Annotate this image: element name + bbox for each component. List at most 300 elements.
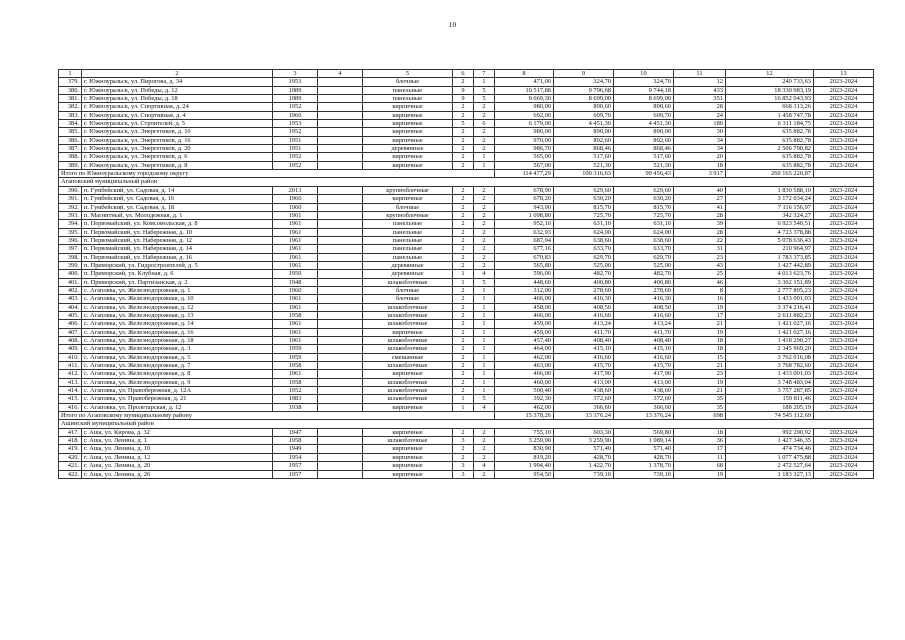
- table-row: [59, 111, 874, 119]
- table-cell: 2023-2024: [814, 261, 874, 269]
- table-cell: 406.: [59, 320, 82, 328]
- table-cell: [318, 261, 363, 269]
- table-cell: 41: [674, 203, 726, 211]
- table-cell: 416.: [59, 403, 82, 411]
- table-cell: 6 179,00: [495, 120, 554, 128]
- table-cell: 3 172 034,24: [726, 195, 814, 203]
- table-cell: 1 830 588,10: [726, 186, 814, 194]
- table-cell: 400.: [59, 270, 82, 278]
- table-cell: шлакоблочные: [363, 345, 453, 353]
- table-cell: 422.: [59, 470, 82, 478]
- table-cell: [318, 462, 363, 470]
- table-cell: с. Агаповка, ул. Правобережная, д. 12А: [82, 387, 273, 395]
- table-row: [59, 153, 874, 161]
- table-cell: 2: [474, 228, 495, 236]
- table-cell: 2023-2024: [814, 286, 874, 294]
- table-cell: деревянные: [363, 270, 453, 278]
- table-cell: 1958: [273, 378, 318, 386]
- column-header: 12: [726, 70, 814, 78]
- table-cell: г. Южноуральск, ул. Энергетиков, д. 6: [82, 153, 273, 161]
- table-cell: с. Агаповка, ул. Железнодорожная, д. 14: [82, 320, 273, 328]
- table-cell: 372,60: [614, 395, 674, 403]
- table-cell: 630,20: [614, 195, 674, 203]
- table-cell: 986,70: [495, 145, 554, 153]
- table-cell: 419.: [59, 445, 82, 453]
- table-cell: 1: [474, 303, 495, 311]
- table-cell: 405.: [59, 311, 82, 319]
- table-cell: п. Приморский, ул. Партизанская, д. 2: [82, 278, 273, 286]
- table-cell: 2023-2024: [814, 236, 874, 244]
- table-cell: 3 762 016,08: [726, 353, 814, 361]
- table-cell: г. Аша, ул. Ленина, д. 12: [82, 453, 273, 461]
- table-cell: 638,60: [554, 236, 614, 244]
- table-cell: 830,90: [495, 445, 554, 453]
- table-cell: 1954: [273, 453, 318, 461]
- table-cell: 1961: [273, 337, 318, 345]
- table-cell: 438,60: [554, 387, 614, 395]
- table-cell: с. Агаповка, ул. Железнодорожная, д. 3: [82, 345, 273, 353]
- table-cell: 433: [674, 86, 726, 94]
- table-cell: 629,70: [554, 253, 614, 261]
- table-cell: 2: [453, 362, 474, 370]
- section-row: [59, 420, 874, 428]
- table-cell: г. Южноуральск, ул. Энергетиков, д. 16: [82, 136, 273, 144]
- table-cell: 2023-2024: [814, 370, 874, 378]
- table-cell: 2023-2024: [814, 337, 874, 345]
- table-cell: 815,70: [554, 203, 614, 211]
- table-row: [59, 453, 874, 461]
- table-cell: 387.: [59, 145, 82, 153]
- table-cell: 2023-2024: [814, 95, 874, 103]
- table-cell: 390.: [59, 186, 82, 194]
- table-cell: 687,94: [495, 236, 554, 244]
- table-cell: 2: [453, 195, 474, 203]
- table-cell: 389.: [59, 161, 82, 169]
- table-cell: 1952: [273, 128, 318, 136]
- table-cell: с. Агаповка, ул. Железнодорожная, д. 5: [82, 353, 273, 361]
- total-cell: 698: [674, 412, 726, 420]
- table-cell: 1961: [273, 295, 318, 303]
- table-cell: 31: [674, 245, 726, 253]
- table-cell: 68: [674, 462, 726, 470]
- table-cell: 2: [474, 103, 495, 111]
- table-cell: 23: [674, 253, 726, 261]
- table-cell: 2: [474, 470, 495, 478]
- table-cell: 2: [453, 337, 474, 345]
- table-cell: 1961: [273, 303, 318, 311]
- table-cell: 30: [674, 128, 726, 136]
- table-cell: 412.: [59, 370, 82, 378]
- table-cell: 3 757 287,85: [726, 387, 814, 395]
- table-cell: [318, 245, 363, 253]
- table-cell: 2023-2024: [814, 278, 874, 286]
- table-cell: 521,30: [614, 161, 674, 169]
- table-cell: 7 116 156,97: [726, 203, 814, 211]
- table-cell: панельные: [363, 220, 453, 228]
- table-cell: кирпичные: [363, 195, 453, 203]
- table-cell: 278,60: [554, 286, 614, 294]
- table-cell: 416,60: [614, 353, 674, 361]
- table-cell: шлакоблочные: [363, 378, 453, 386]
- table-row: [59, 236, 874, 244]
- table-cell: п. Первомайский, ул. Набережная, д. 10: [82, 228, 273, 236]
- column-header: 3: [273, 70, 318, 78]
- total-cell: 13 376,24: [614, 412, 674, 420]
- table-cell: кирпичные: [363, 103, 453, 111]
- table-cell: 2: [474, 111, 495, 119]
- table-cell: 3 302 151,89: [726, 278, 814, 286]
- total-cell: 99 456,43: [614, 170, 674, 178]
- table-body: [59, 70, 874, 479]
- table-cell: 404.: [59, 303, 82, 311]
- table-cell: 15: [674, 353, 726, 361]
- table-cell: с. Агаповка, ул. Железнодорожная, д. 1: [82, 286, 273, 294]
- table-cell: 4 451,30: [614, 120, 674, 128]
- table-cell: [318, 211, 363, 219]
- table-cell: 408,50: [614, 303, 674, 311]
- table-cell: 17: [674, 311, 726, 319]
- table-cell: 1960: [273, 286, 318, 294]
- table-cell: 1961: [273, 320, 318, 328]
- table-cell: 399.: [59, 261, 82, 269]
- table-cell: п. Первомайский, ул. Набережная, д. 16: [82, 253, 273, 261]
- column-header: 10: [614, 70, 674, 78]
- table-cell: деревянные: [363, 261, 453, 269]
- section-row: [59, 178, 874, 186]
- table-cell: 2023-2024: [814, 445, 874, 453]
- table-cell: 2: [453, 303, 474, 311]
- table-cell: 1: [453, 278, 474, 286]
- table-row: [59, 445, 874, 453]
- table-cell: 1961: [273, 261, 318, 269]
- total-cell: [814, 170, 874, 178]
- table-cell: 678,20: [495, 195, 554, 203]
- table-cell: 2023-2024: [814, 220, 874, 228]
- table-cell: п. Первомайский, ул. Комсомольская, д. 8: [82, 220, 273, 228]
- table-cell: 565,00: [495, 153, 554, 161]
- table-cell: 464,00: [495, 345, 554, 353]
- table-cell: 16: [674, 295, 726, 303]
- table-cell: 2: [474, 253, 495, 261]
- table-cell: 2: [453, 353, 474, 361]
- table-cell: 411,70: [554, 328, 614, 336]
- table-cell: 1 433 001,03: [726, 295, 814, 303]
- table-cell: 1: [474, 320, 495, 328]
- table-cell: 411,70: [614, 328, 674, 336]
- table-cell: 3 259,90: [495, 437, 554, 445]
- table-cell: шлакоблочные: [363, 362, 453, 370]
- table-cell: 2: [453, 328, 474, 336]
- table-cell: панельные: [363, 95, 453, 103]
- table-cell: 980,00: [495, 128, 554, 136]
- table-cell: 5: [453, 120, 474, 128]
- table-cell: 23: [674, 370, 726, 378]
- table-cell: 635 882,78: [726, 161, 814, 169]
- table-cell: 413,24: [554, 320, 614, 328]
- table-cell: 462,00: [495, 353, 554, 361]
- table-row: [59, 353, 874, 361]
- table-cell: 24: [674, 111, 726, 119]
- table-row: [59, 470, 874, 478]
- table-cell: 2: [474, 128, 495, 136]
- table-cell: 21: [674, 362, 726, 370]
- table-cell: кирпичные: [363, 403, 453, 411]
- column-header: 6: [453, 70, 474, 78]
- table-cell: 2: [474, 261, 495, 269]
- table-cell: 36: [674, 437, 726, 445]
- table-cell: 411.: [59, 362, 82, 370]
- table-cell: 415,10: [614, 345, 674, 353]
- table-cell: г. Южноуральск, ул. Энергетиков, д. 8: [82, 161, 273, 169]
- table-cell: п. Гумбейский, ул. Садовая, д. 16: [82, 195, 273, 203]
- table-cell: 403.: [59, 295, 82, 303]
- table-cell: 2: [453, 345, 474, 353]
- table-cell: г. Аша, ул. Кирова, д. 32: [82, 428, 273, 436]
- table-cell: 632,93: [495, 228, 554, 236]
- table-cell: 571,40: [614, 445, 674, 453]
- table-cell: 1: [474, 161, 495, 169]
- table-cell: 2023-2024: [814, 437, 874, 445]
- table-cell: г. Южноуральск, ул. Пирогова, д. 34: [82, 78, 273, 86]
- table-row: [59, 337, 874, 345]
- table-cell: 692,00: [495, 111, 554, 119]
- table-cell: 624,00: [554, 228, 614, 236]
- table-cell: 2: [474, 136, 495, 144]
- table-cell: 3 374 216,41: [726, 303, 814, 311]
- table-row: [59, 245, 874, 253]
- table-cell: 381.: [59, 95, 82, 103]
- table-cell: кирпичные: [363, 153, 453, 161]
- table-cell: 408,40: [554, 337, 614, 345]
- table-cell: 725,70: [554, 211, 614, 219]
- table-cell: с. Агаповка, ул. Железнодорожная, д. 13: [82, 311, 273, 319]
- table-cell: [318, 145, 363, 153]
- table-cell: [318, 186, 363, 194]
- table-cell: [318, 453, 363, 461]
- section-label: Агаповский муниципальный район: [59, 178, 874, 186]
- table-cell: [318, 328, 363, 336]
- table-cell: 629,70: [614, 253, 674, 261]
- table-cell: п. Гумбейский, ул. Садовая, д. 14: [82, 186, 273, 194]
- table-cell: 1958: [273, 362, 318, 370]
- table-cell: кирпичные: [363, 128, 453, 136]
- table-cell: 1: [474, 311, 495, 319]
- table-cell: 1: [474, 345, 495, 353]
- table-cell: 2: [474, 211, 495, 219]
- table-cell: [318, 203, 363, 211]
- table-cell: 2: [453, 145, 474, 153]
- table-header-row: [59, 70, 874, 78]
- table-cell: 2 345 969,20: [726, 345, 814, 353]
- table-cell: 9: [453, 86, 474, 94]
- column-header: 4: [318, 70, 363, 78]
- table-cell: 2023-2024: [814, 428, 874, 436]
- table-cell: 670,83: [495, 253, 554, 261]
- table-cell: 2023-2024: [814, 153, 874, 161]
- table-cell: 1 421 027,16: [726, 328, 814, 336]
- table-cell: 1938: [273, 403, 318, 411]
- table-cell: 4: [474, 462, 495, 470]
- table-cell: кирпичные: [363, 111, 453, 119]
- table-cell: 413,00: [554, 378, 614, 386]
- table-cell: 2 506 790,82: [726, 145, 814, 153]
- table-cell: 1: [474, 370, 495, 378]
- table-cell: 668 313,26: [726, 103, 814, 111]
- table-cell: 34: [674, 136, 726, 144]
- table-cell: [318, 111, 363, 119]
- table-cell: [318, 286, 363, 294]
- table-cell: 3: [453, 437, 474, 445]
- table-cell: 954,50: [495, 470, 554, 478]
- table-cell: 19: [674, 378, 726, 386]
- table-cell: 366,60: [614, 403, 674, 411]
- table-cell: 27: [674, 195, 726, 203]
- table-cell: 609,70: [554, 111, 614, 119]
- table-cell: 421.: [59, 462, 82, 470]
- table-cell: п. Первомайский, ул. Набережная, д. 14: [82, 245, 273, 253]
- table-cell: [318, 128, 363, 136]
- table-cell: 815,70: [614, 203, 674, 211]
- table-row: [59, 345, 874, 353]
- table-cell: 35: [674, 403, 726, 411]
- table-cell: панельные: [363, 86, 453, 94]
- table-row: [59, 95, 874, 103]
- table-cell: 1959: [273, 353, 318, 361]
- table-cell: 312,00: [495, 286, 554, 294]
- table-cell: 3: [453, 462, 474, 470]
- table-cell: с. Агаповка, ул. Железнодорожная, д. 7: [82, 362, 273, 370]
- table-cell: 415,70: [614, 362, 674, 370]
- table-cell: 9: [453, 95, 474, 103]
- table-cell: 416,30: [554, 295, 614, 303]
- table-cell: 21: [674, 387, 726, 395]
- table-cell: 739,10: [554, 470, 614, 478]
- table-cell: 1960: [273, 111, 318, 119]
- table-cell: 19: [674, 328, 726, 336]
- table-cell: 9 669,30: [495, 95, 554, 103]
- table-cell: 2023-2024: [814, 86, 874, 94]
- table-cell: 471,00: [495, 78, 554, 86]
- table-cell: крупноблочные: [363, 211, 453, 219]
- table-cell: 2: [453, 161, 474, 169]
- table-cell: 1983: [273, 395, 318, 403]
- table-cell: 890,00: [614, 128, 674, 136]
- table-cell: 4: [474, 403, 495, 411]
- table-cell: 11: [674, 453, 726, 461]
- table-cell: 1: [474, 153, 495, 161]
- table-cell: 2023-2024: [814, 211, 874, 219]
- table-cell: 1 783 373,85: [726, 253, 814, 261]
- section-label: Ашинский муниципальный район: [59, 420, 874, 428]
- table-cell: 629,60: [554, 186, 614, 194]
- table-cell: 2: [474, 437, 495, 445]
- table-cell: 5: [474, 278, 495, 286]
- table-cell: 1: [474, 378, 495, 386]
- table-cell: 2: [453, 228, 474, 236]
- table-cell: г. Южноуральск, ул. Победы, д. 18: [82, 95, 273, 103]
- table-cell: 2013: [273, 186, 318, 194]
- table-cell: 474 734,46: [726, 445, 814, 453]
- table-cell: 2: [474, 245, 495, 253]
- table-cell: 409.: [59, 345, 82, 353]
- table-row: [59, 253, 874, 261]
- table-cell: п. Магнитный, ул. Молодежная, д. 1: [82, 211, 273, 219]
- table-cell: [318, 353, 363, 361]
- column-header: 11: [674, 70, 726, 78]
- table-cell: 402.: [59, 286, 82, 294]
- table-cell: 1952: [273, 153, 318, 161]
- table-cell: с. Агаповка, ул. Пролетарская, д. 12: [82, 403, 273, 411]
- table-cell: 3 748 483,04: [726, 378, 814, 386]
- table-row: [59, 120, 874, 128]
- table-cell: 2023-2024: [814, 128, 874, 136]
- housing-table: [58, 69, 874, 479]
- table-row: [59, 403, 874, 411]
- table-cell: 18: [674, 428, 726, 436]
- table-cell: 868,46: [554, 145, 614, 153]
- table-cell: 1958: [273, 437, 318, 445]
- table-cell: кирпичные: [363, 120, 453, 128]
- table-cell: 1948: [273, 278, 318, 286]
- table-cell: с. Агаповка, ул. Правобережная, д. 21: [82, 395, 273, 403]
- total-cell: 260 165 220,87: [726, 170, 814, 178]
- table-cell: г. Аша, ул. Ленина, д. 20: [82, 462, 273, 470]
- table-cell: с. Агаповка, ул. Железнодорожная, д. 10: [82, 295, 273, 303]
- table-row: [59, 303, 874, 311]
- table-cell: [318, 236, 363, 244]
- table-cell: 417,90: [614, 370, 674, 378]
- table-cell: 8 699,00: [614, 95, 674, 103]
- table-cell: г. Южноуральск, ул. Победы, д. 12: [82, 86, 273, 94]
- table-cell: 388.: [59, 153, 82, 161]
- table-cell: 633,70: [554, 245, 614, 253]
- table-cell: 1: [474, 353, 495, 361]
- table-cell: кирпичные: [363, 161, 453, 169]
- table-cell: 21: [674, 320, 726, 328]
- table-cell: 2023-2024: [814, 228, 874, 236]
- table-cell: 725,70: [614, 211, 674, 219]
- table-cell: 391.: [59, 195, 82, 203]
- table-cell: 382.: [59, 103, 82, 111]
- table-cell: 396.: [59, 236, 82, 244]
- table-cell: 2: [453, 103, 474, 111]
- table-cell: 1: [474, 286, 495, 294]
- table-cell: 415,10: [554, 345, 614, 353]
- table-cell: 739,10: [614, 470, 674, 478]
- table-cell: 379.: [59, 78, 82, 86]
- table-cell: 500,40: [495, 387, 554, 395]
- table-cell: 1953: [273, 78, 318, 86]
- table-cell: 16 852 043,93: [726, 95, 814, 103]
- table-cell: 5: [474, 95, 495, 103]
- table-row: [59, 311, 874, 319]
- table-cell: [318, 120, 363, 128]
- table-cell: 2: [453, 236, 474, 244]
- table-cell: 458,00: [495, 303, 554, 311]
- table-cell: 1 427 442,89: [726, 261, 814, 269]
- table-cell: 1 422,70: [554, 462, 614, 470]
- table-cell: 819,20: [495, 453, 554, 461]
- table-cell: 351: [674, 95, 726, 103]
- table-cell: [318, 370, 363, 378]
- table-cell: 1952: [273, 161, 318, 169]
- table-cell: 2: [474, 220, 495, 228]
- table-cell: 2023-2024: [814, 145, 874, 153]
- table-cell: 624,00: [614, 228, 674, 236]
- table-cell: 2: [474, 453, 495, 461]
- total-cell: 74 545 112,69: [726, 412, 814, 420]
- table-cell: 2023-2024: [814, 345, 874, 353]
